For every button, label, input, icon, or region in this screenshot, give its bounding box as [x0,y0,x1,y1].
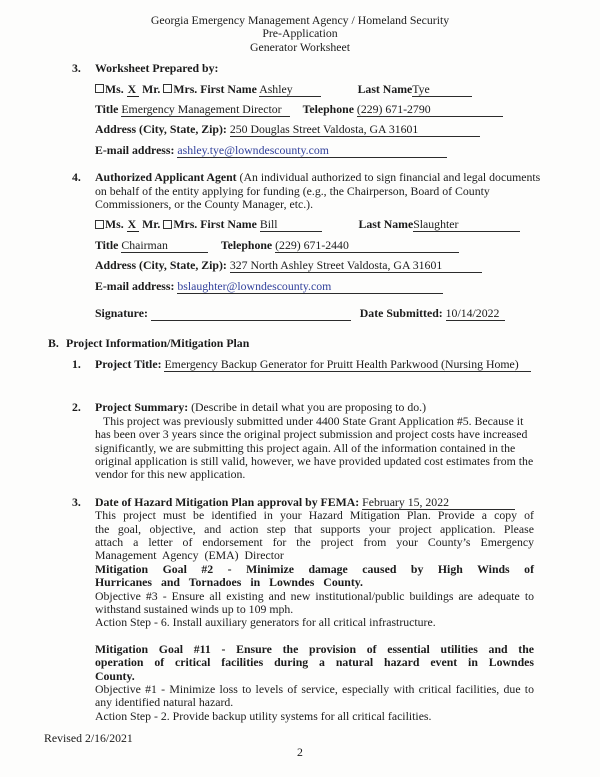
project-summary-label: Project Summary: [95,400,189,415]
first-name-label: First Name [200,81,257,96]
last-name-value: Tye [412,82,472,97]
mrs-label: Mrs. [173,81,198,96]
mr-selected-x-mark: X [127,82,140,97]
mr-label: Mr. [142,81,161,96]
last-name-label: Last Name [358,217,414,232]
hmp-approval-date-value: February 15, 2022 [362,495,515,510]
preparer-address-row [95,123,542,136]
doc-subtitle-pre-application: Pre-Application [262,26,338,41]
worksheet-prepared-heading: Worksheet Prepared by: [95,61,219,76]
worksheet-prepared-fields [95,83,542,158]
address-label: Address (City, State, Zip): [95,258,227,273]
mrs-checkbox[interactable] [163,220,172,229]
agent-name-row [95,218,542,231]
hmp-approval-line [95,496,552,509]
email-label: E-mail address: [95,142,175,157]
signature-label: Signature: [95,306,148,321]
section-authorized-agent-heading [72,171,552,211]
email-label: E-mail address: [95,278,175,293]
preparer-title-row [95,103,542,116]
preparer-email-row [95,144,542,157]
signature-row [95,307,542,320]
project-title-label: Project Title: [95,356,162,371]
first-name-value: Bill [260,217,322,232]
address-label: Address (City, State, Zip): [95,122,227,137]
agency-title: Georgia Emergency Management Agency / Homeland Security [150,13,450,27]
item-number: 3. [72,494,81,509]
mr-label: Mr. [142,217,161,232]
mr-selected-x-mark: X [127,217,140,232]
ms-label: Ms. [105,81,124,96]
mrs-checkbox[interactable] [163,84,172,93]
ms-checkbox[interactable] [95,84,104,93]
agent-address-row [95,259,542,272]
page-number: 2 [297,744,303,759]
objective-3: Objective #3 - Ensure all existing and new institutional/public buildings are adequate to withstand sustained winds up to 109 mph. [95,588,534,616]
agent-title-row [95,239,542,252]
last-name-label: Last Name [357,81,413,96]
project-info-heading: Project Information/Mitigation Plan [66,335,250,350]
hmp-approval-body: This project must be identified in your Hazard Mitigation Plan. Provide a copy of the goal, objective, and action step that supports your project application. Please attach a letter of endorsement for the project from your County’s Emergency Management Agency (EMA) Director [95,508,534,563]
preparer-email-link[interactable]: ashley.tye@lowndescounty.com [177,143,447,158]
preparer-name-row [95,83,542,96]
project-summary-heading [95,401,552,414]
telephone-value: (229) 671-2440 [275,238,459,253]
first-name-label: First Name [200,217,257,232]
ms-label: Ms. [105,217,124,232]
agent-email-row [95,280,542,293]
title-value: Chairman [121,238,208,253]
agent-email-link[interactable]: bslaughter@lowndescounty.com [177,279,443,294]
mrs-label: Mrs. [173,217,198,232]
revised-date: Revised 2/16/2021 [44,730,133,745]
mitigation-goal-2: Mitigation Goal #2 - Minimize damage caused by High Winds of Hurricanes and Tornadoes in Lowndes County. [95,561,534,590]
action-step-2: Action Step - 2. Provide backup utility systems for all critical facilities. [95,708,432,723]
section-worksheet-prepared-heading [72,62,552,75]
first-name-value: Ashley [259,82,320,97]
project-summary-body: This project was previously submitted under 4400 State Grant Application #5. Because it has been over 3 years since the original project submission and project costs have increased significantly, we are submitting this project again. All of the information contained in the original application is still valid, however, we have provided updated cost estimates from the vendor for this new application. [95,413,534,482]
telephone-label: Telephone [220,237,273,252]
action-step-6: Action Step - 6. Install auxiliary generators for all critical infrastructure. [95,615,436,630]
project-summary-item [72,401,552,481]
objective-1: Objective #1 - Minimize loss to levels of service, especially with critical facilities, due to any identified natural hazard. [95,682,534,710]
project-title-item [72,358,552,371]
address-value: 327 North Ashley Street Valdosta, GA 31601 [230,258,482,273]
title-label: Title [95,102,119,117]
hmp-approval-item [72,496,552,724]
item-number: 1. [72,356,81,371]
project-title-line [95,358,552,371]
authorized-agent-heading: Authorized Applicant Agent (An individual authorized to sign financial and legal documents on behalf of the entity applying for funding (e.g., the Chairperson, Board of County Commissioners, or the County Manager, etc.). [95,170,541,212]
mitigation-goal-11: Mitigation Goal #11 - Ensure the provision of essential utilities and the operation of critical facilities during a natural hazard event in Lowndes County. [95,641,534,683]
date-submitted-value: 10/14/2022 [446,306,506,321]
doc-subtitle-generator-worksheet: Generator Worksheet [249,39,351,54]
item-number: 4. [72,170,81,185]
section-b-heading-row [48,337,552,350]
ms-checkbox[interactable] [95,220,104,229]
signature-blank [151,306,351,321]
section-letter: B. [48,335,59,350]
date-submitted-label: Date Submitted: [359,306,443,321]
item-number: 3. [72,61,81,76]
project-title-value: Emergency Backup Generator for Pruitt Health Parkwood (Nursing Home) [164,357,530,372]
title-value: Emergency Management Director [121,102,289,117]
authorized-agent-note: (An individual authorized to sign financial and legal documents on behalf of the entity applying for funding (e.g., the Chairperson, Board of County Commissioners, or the County Manager, etc.). [95,170,541,212]
address-value: 250 Douglas Street Valdosta, GA 31601 [230,122,481,137]
telephone-label: Telephone [302,102,354,117]
title-label: Title [95,237,119,252]
authorized-agent-fields [95,218,542,320]
last-name-value: Slaughter [413,217,520,232]
telephone-value: (229) 671-2790 [357,102,503,117]
project-summary-hint: (Describe in detail what you are proposing to do.) [191,400,426,415]
item-number: 2. [72,400,81,415]
hmp-approval-label: Date of Hazard Mitigation Plan approval by FEMA: [95,494,360,509]
